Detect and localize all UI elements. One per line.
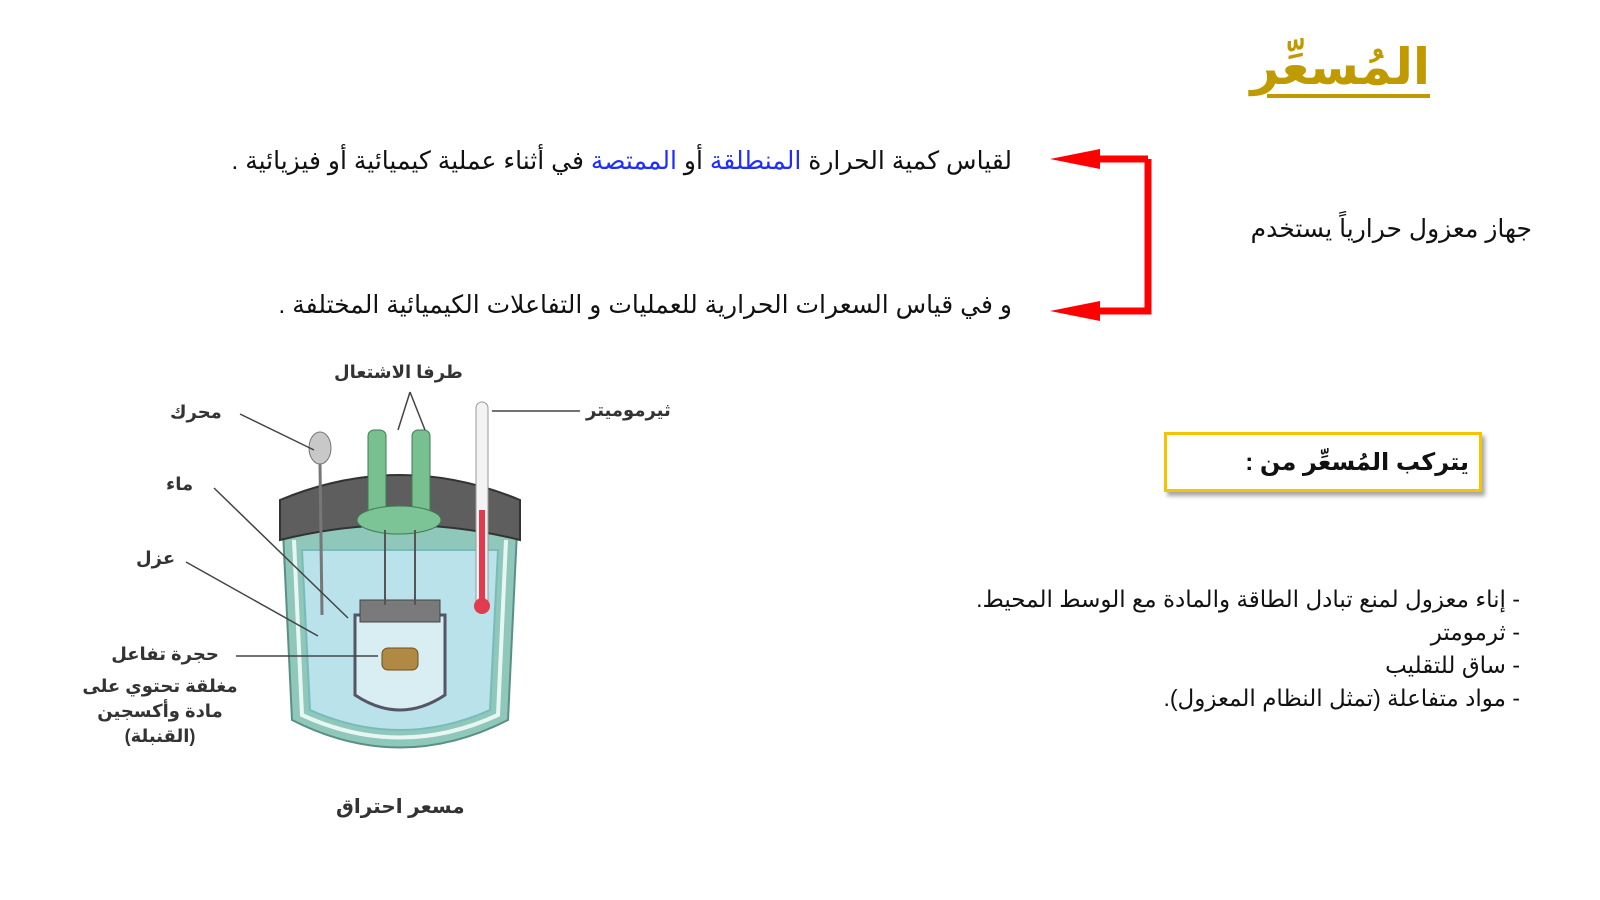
label-chamber-line: مادة وأكسجين — [97, 701, 223, 721]
composition-heading-box — [1164, 432, 1482, 492]
composition-heading: يتركب المُسعِّر من : — [1245, 448, 1469, 476]
arrow-up-icon — [1050, 149, 1100, 169]
use1-released: المنطلقة — [709, 147, 802, 175]
label-stirrer: محرك — [170, 402, 222, 422]
label-water: ماء — [166, 474, 194, 494]
label-chamber-line: حجرة تفاعل — [111, 644, 219, 664]
label-chamber-line: (القنبلة) — [124, 726, 196, 746]
label-chamber — [100, 644, 230, 665]
use1-absorbed: الممتصة — [590, 147, 677, 175]
label-ignition: طرفا الاشتعال — [334, 362, 463, 382]
bracket-arrows — [1040, 145, 1160, 325]
use1-or: أو — [683, 147, 703, 175]
use1-part1: لقياس كمية الحرارة — [808, 147, 1012, 175]
definition-use-2: و في قياس السعرات الحرارية للعمليات و التفاعلات الكيميائية المختلفة . — [278, 291, 1012, 319]
definition-subject: جهاز معزول حرارياً يستخدم — [1250, 215, 1532, 243]
list-item: - ساق للتقليب — [1385, 652, 1520, 678]
list-item: - مواد متفاعلة (تمثل النظام المعزول). — [1163, 685, 1520, 711]
page-title: المُسعِّر — [1250, 39, 1430, 95]
label-chamber-line: مغلقة تحتوي على — [82, 676, 238, 696]
label-thermometer: ثيرموميتر — [586, 400, 671, 420]
arrow-down-icon — [1050, 301, 1100, 321]
diagram-caption: مسعر احتراق — [336, 796, 465, 818]
list-item: - إناء معزول لمنع تبادل الطاقة والمادة مع الوسط المحيط. — [976, 586, 1520, 612]
use1-part2: في أثناء عملية كيميائية أو فيزيائية . — [231, 147, 584, 175]
label-chamber-2 — [70, 676, 250, 747]
list-item: - ثرمومتر — [1430, 619, 1520, 645]
label-insulation: عزل — [136, 548, 176, 568]
composition-list — [976, 583, 1520, 715]
